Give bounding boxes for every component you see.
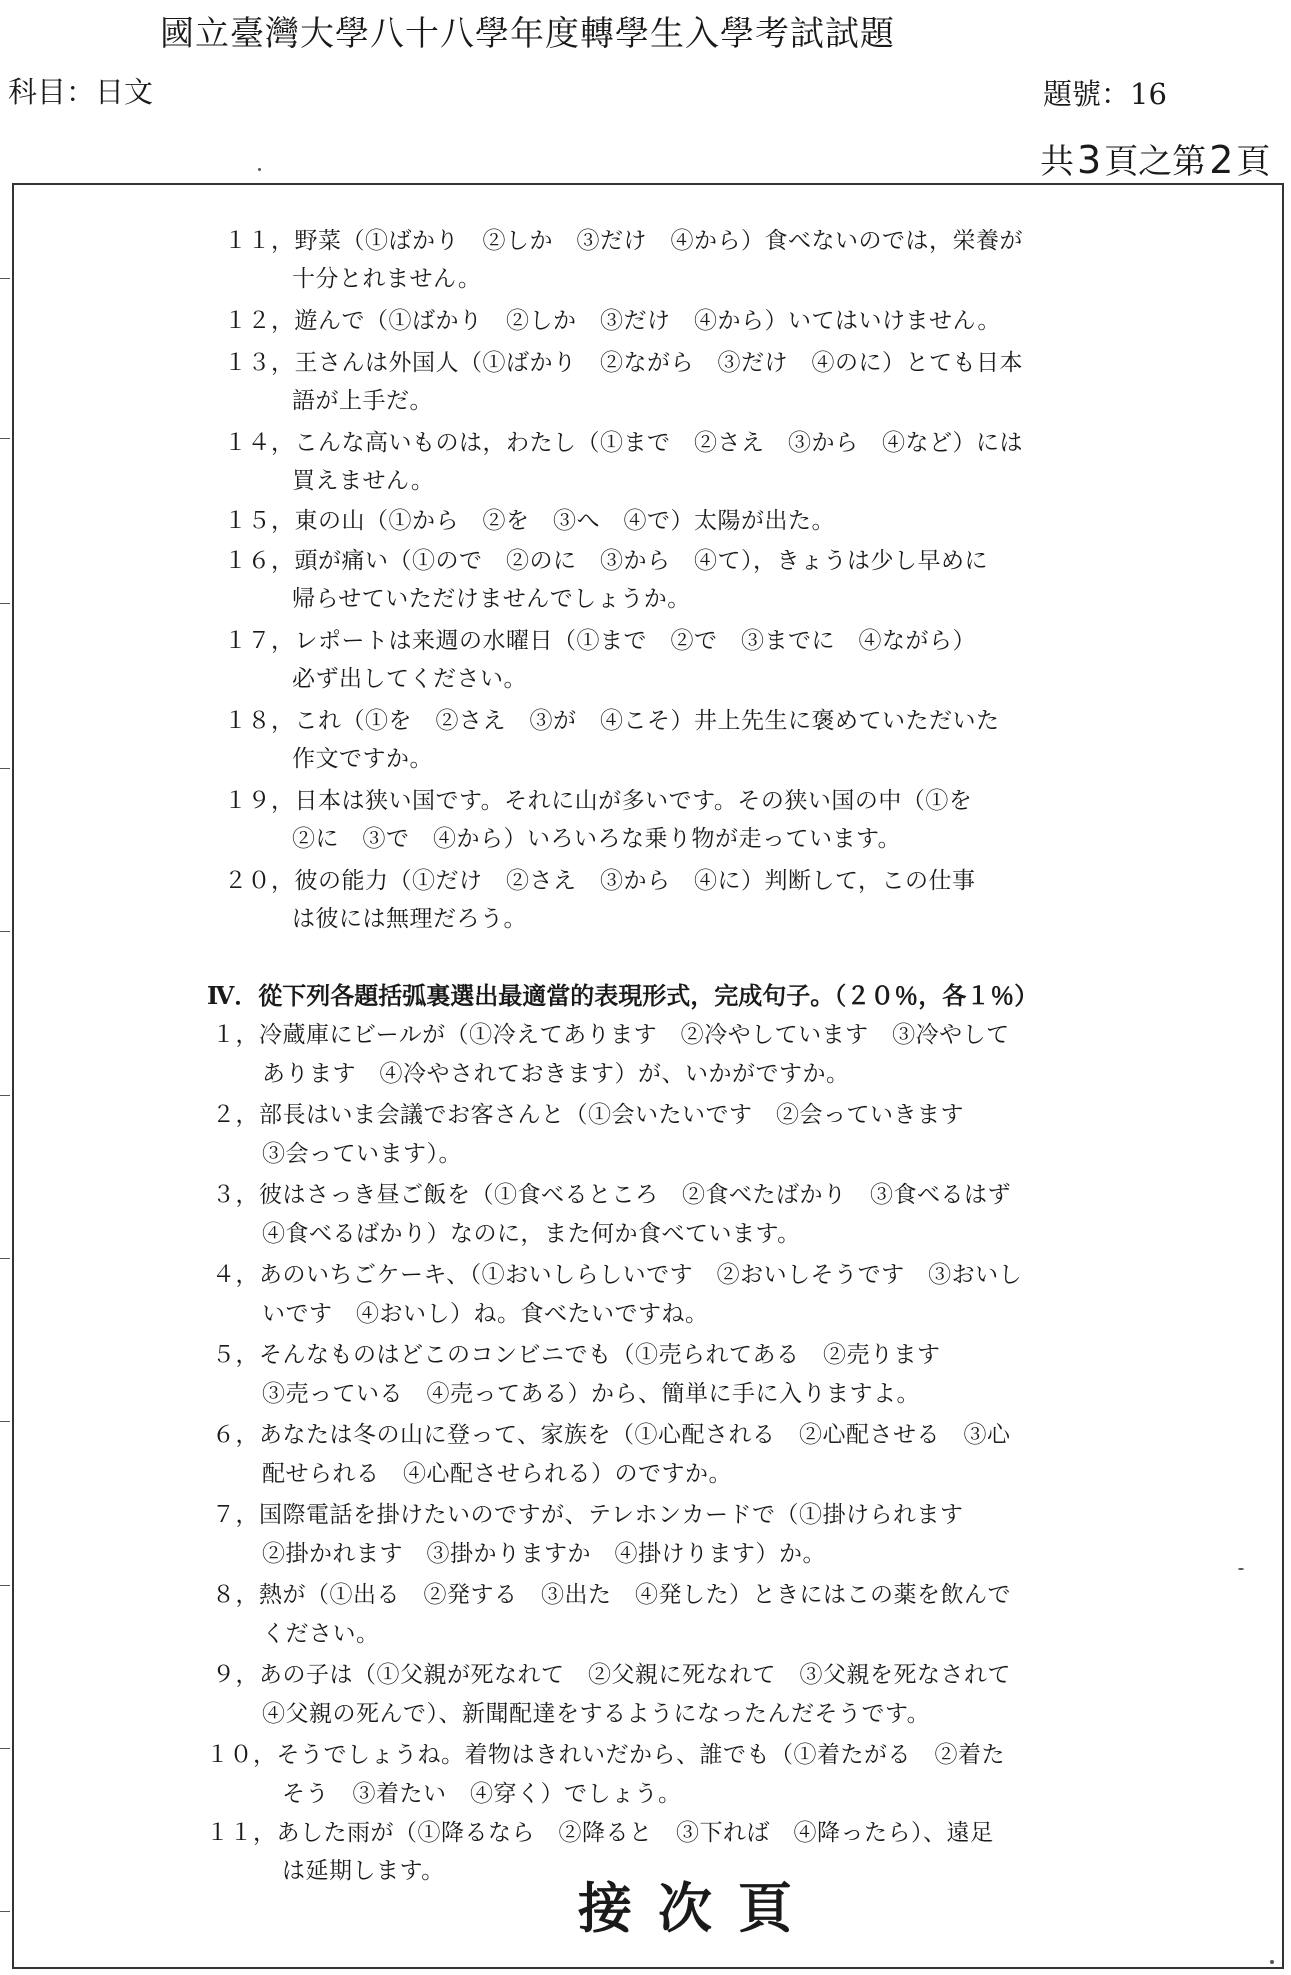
q3-16-line2: 帰らせていただけませんでしょうか。 (292, 586, 691, 612)
q4-07-line1: ７，国際電話を掛けたいのですが、テレホンカードで（①掛けられます (212, 1502, 964, 1528)
q4-10-line2: そう ③着たい ④穿く）でしょう。 (282, 1781, 682, 1807)
q4-05-line2: ③売っている ④売ってある）から、簡単に手に入りますよ。 (262, 1381, 920, 1407)
q3-18-line1: １８，これ（①を ②さえ ③が ④こそ）井上先生に褒めていただいた (224, 708, 1000, 734)
section-iv-header: Ⅳ．從下列各題括弧裏選出最適當的表現形式，完成句子。（２０％，各１％） (207, 981, 1039, 1010)
q3-17-line1: １７，レポートは来週の水曜日（①まで ②で ③までに ④ながら） (224, 628, 976, 654)
q4-02-line1: ２，部長はいま会議でお客さんと（①会いたいです ②会っていきます (212, 1102, 964, 1128)
q3-11-line1: １１，野菜（①ばかり ②しか ③だけ ④から）食べないのでは，栄養が (224, 228, 1023, 254)
next-page-notice: 接次頁 (578, 1876, 818, 1940)
scan-speck (1238, 1568, 1244, 1570)
q4-08-line2: ください。 (262, 1621, 380, 1647)
margin-tick (0, 768, 10, 769)
page-total: 3 (1077, 138, 1102, 182)
q3-13-line1: １３，王さんは外国人（①ばかり ②ながら ③だけ ④のに）とても日本 (224, 350, 1023, 376)
scan-speck (1270, 1960, 1274, 1964)
q4-11-line1: １１，あした雨が（①降るなら ②降ると ③下れば ④降ったら）、遠足 (206, 1820, 994, 1846)
page-current: 2 (1209, 138, 1234, 182)
margin-tick (0, 1748, 10, 1749)
q3-15-line1: １５，東の山（①から ②を ③へ ④で）太陽が出た。 (224, 508, 835, 534)
q3-14-line1: １４，こんな高いものは，わたし（①まで ②さえ ③から ④など）には (224, 430, 1023, 456)
question-number: 題號：16 (1043, 77, 1167, 111)
q3-18-line2: 作文ですか。 (292, 746, 433, 772)
q3-19-line2: ②に ③で ④から）いろいろな乗り物が走っています。 (292, 826, 902, 852)
margin-tick (0, 1421, 10, 1422)
q4-09-line2: ④父親の死んで）、新聞配達をするようになったんだそうです。 (262, 1701, 931, 1727)
q4-03-line1: ３，彼はさっき昼ご飯を（①食べるところ ②食べたばかり ③食べるはず (212, 1182, 1011, 1208)
q4-01-line2: あります ④冷やされておきます）が、いかがですか。 (262, 1061, 850, 1087)
left-margin-ticks (0, 183, 12, 1969)
margin-tick (0, 278, 10, 279)
q4-01-line1: １，冷蔵庫にビールが（①冷えてあります ②冷やしています ③冷やして (212, 1022, 1010, 1048)
q3-20-line1: ２０，彼の能力（①だけ ②さえ ③から ④に）判断して，この仕事 (224, 868, 976, 894)
margin-tick (0, 603, 10, 604)
page-indicator (1040, 134, 1270, 183)
q4-04-line1: ４，あのいちごケーキ、（①おいしらしいです ②おいしそうです ③おいし (212, 1262, 1023, 1288)
q4-11-line2: は延期します。 (282, 1858, 445, 1884)
q3-17-line2: 必ず出してください。 (292, 666, 527, 692)
q3-14-line2: 買えません。 (292, 468, 435, 494)
q3-11-line2: 十分とれません。 (292, 266, 482, 292)
q4-06-line2: 配せられる ④心配させられる）のですか。 (262, 1461, 732, 1487)
q3-20-line2: は彼には無理だろう。 (292, 906, 527, 932)
q4-07-line2: ②掛かれます ③掛かりますか ④掛けります）か。 (262, 1541, 826, 1567)
scan-speck (258, 168, 261, 171)
q4-03-line2: ④食べるばかり）なのに，また何か食べています。 (262, 1221, 801, 1247)
q4-10-line1: １０，そうでしょうね。着物はきれいだから、誰でも（①着たがる ②着た (206, 1742, 1005, 1768)
margin-tick (0, 1585, 10, 1586)
q4-06-line1: ６，あなたは冬の山に登って、家族を（①心配される ②心配させる ③心 (212, 1422, 1011, 1448)
margin-tick (0, 1911, 10, 1912)
q4-09-line1: ９，あの子は（①父親が死なれて ②父親に死なれて ③父親を死なされて (212, 1662, 1011, 1688)
margin-tick (0, 931, 10, 932)
margin-tick (0, 1258, 10, 1259)
q4-05-line1: ５，そんなものはどこのコンビニでも（①売られてある ②売ります (212, 1342, 941, 1368)
page-middle: 頁之第 (1104, 142, 1207, 182)
q4-08-line1: ８，熱が（①出る ②発する ③出た ④発した）ときにはこの薬を飲んで (212, 1582, 1011, 1608)
q3-12-line1: １２，遊んで（①ばかり ②しか ③だけ ④から）いてはいけません。 (224, 308, 1001, 334)
margin-tick (0, 1095, 10, 1096)
q4-02-line2: ③会っています）。 (262, 1141, 462, 1167)
subject-label: 科目：日文 (8, 75, 154, 109)
q4-04-line2: いです ④おいし）ね。食べたいですね。 (262, 1301, 709, 1327)
page-prefix: 共 (1040, 142, 1074, 182)
page-suffix: 頁 (1236, 142, 1271, 182)
exam-title: 國立臺灣大學八十八學年度轉學生入學考試試題 (160, 14, 895, 54)
q3-13-line2: 語が上手だ。 (292, 388, 433, 414)
q3-19-line1: １９，日本は狭い国です。それに山が多いです。その狭い国の中（①を (224, 788, 973, 814)
margin-tick (0, 438, 10, 439)
q3-16-line1: １６，頭が痛い（①ので ②のに ③から ④て），きょうは少し早めに (224, 548, 988, 574)
